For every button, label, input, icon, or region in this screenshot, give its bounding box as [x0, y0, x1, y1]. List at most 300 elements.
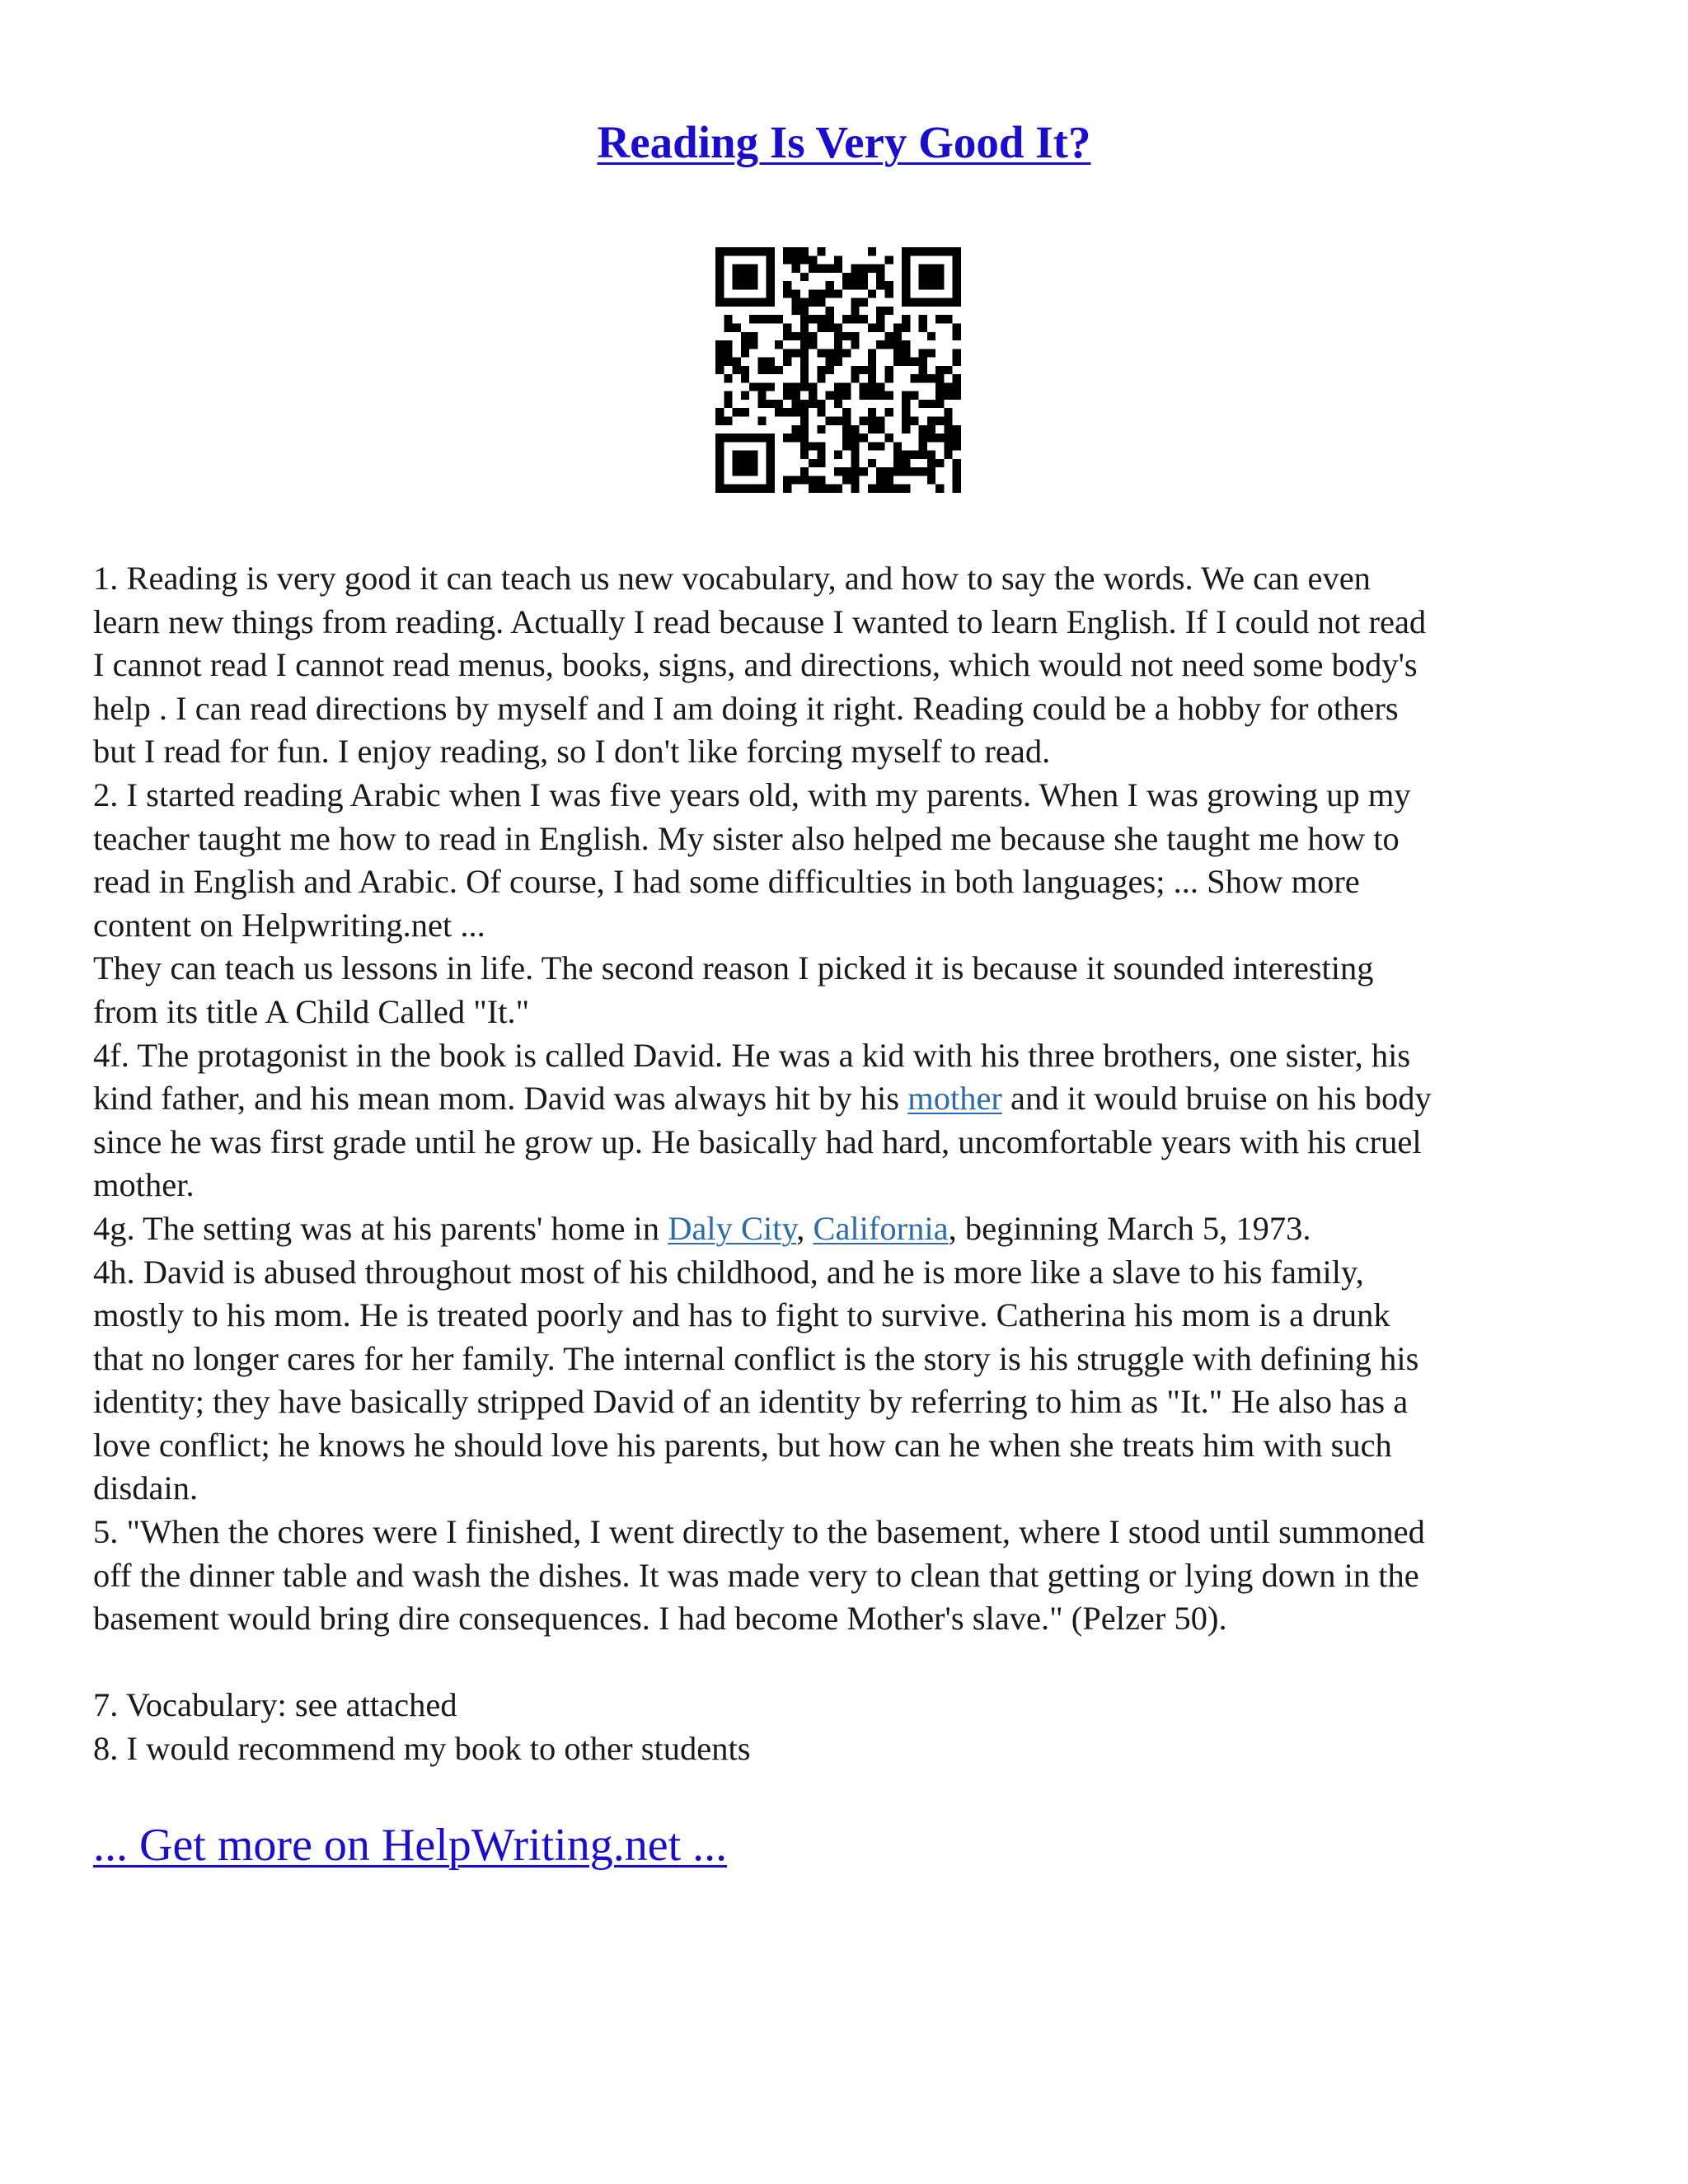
qr-module — [927, 417, 935, 425]
qr-module — [817, 400, 825, 408]
qr-module — [809, 442, 817, 450]
qr-module — [885, 391, 893, 400]
qr-module — [893, 323, 902, 331]
qr-module — [817, 366, 825, 374]
text-line: 1. Reading is very good it can teach us new vocabulary, and how to say the words. We can even — [93, 560, 1371, 597]
qr-code-image — [715, 247, 961, 493]
qr-module — [834, 382, 842, 391]
qr-module — [715, 366, 724, 374]
qr-module — [800, 417, 809, 425]
qr-module — [809, 265, 817, 273]
qr-module — [817, 289, 825, 298]
text-segment: , beginning March 5, 1973. — [948, 1209, 1311, 1247]
text-line: basement would bring dire consequences. I had become Mother's slave." (Pelzer 50). — [93, 1600, 1227, 1638]
qr-module — [775, 366, 783, 374]
qr-module — [953, 485, 961, 493]
qr-module — [885, 476, 893, 484]
qr-module — [868, 374, 876, 382]
qr-module — [876, 391, 884, 400]
qr-module — [817, 323, 825, 331]
qr-module — [791, 307, 799, 315]
qr-module — [834, 289, 842, 298]
qr-module — [800, 476, 809, 484]
qr-module — [860, 265, 868, 273]
paragraph-7: 7. Vocabulary: see attached — [93, 1686, 457, 1724]
paragraph-4h — [93, 1251, 1601, 1511]
qr-module — [927, 476, 935, 484]
qr-module — [809, 400, 817, 408]
qr-module — [826, 366, 834, 374]
qr-module — [902, 400, 910, 408]
qr-module — [868, 459, 876, 467]
qr-module — [935, 382, 944, 391]
qr-module — [851, 434, 859, 442]
qr-module — [791, 391, 799, 400]
qr-module — [944, 366, 952, 374]
qr-module — [817, 459, 825, 467]
qr-module — [767, 366, 775, 374]
qr-module — [927, 425, 935, 434]
qr-module — [893, 340, 902, 349]
qr-module — [749, 315, 757, 323]
qr-module — [842, 408, 851, 416]
qr-module — [757, 400, 766, 408]
qr-module — [876, 323, 884, 331]
qr-module — [783, 289, 791, 298]
qr-module — [868, 425, 876, 434]
qr-module — [817, 315, 825, 323]
qr-module — [834, 400, 842, 408]
text-line: They can teach us lessons in life. The second reason I picked it is because it sounded interesting — [93, 949, 1374, 987]
qr-module — [817, 425, 825, 434]
qr-module — [944, 442, 952, 450]
qr-module — [800, 323, 809, 331]
qr-module — [826, 358, 834, 366]
qr-module — [935, 459, 944, 467]
qr-module — [876, 467, 884, 476]
qr-module — [927, 400, 935, 408]
qr-module — [910, 417, 918, 425]
qr-module — [876, 485, 884, 493]
qr-module — [902, 349, 910, 357]
qr-module — [919, 374, 927, 382]
qr-module — [876, 273, 884, 281]
qr-module — [944, 315, 952, 323]
qr-module — [741, 408, 749, 416]
qr-module — [800, 374, 809, 382]
qr-module — [953, 391, 961, 400]
qr-module — [800, 451, 809, 459]
qr-module — [868, 382, 876, 391]
qr-module — [935, 374, 944, 382]
qr-module — [800, 382, 809, 391]
qr-module — [800, 307, 809, 315]
text-line: 4f. The protagonist in the book is called David. He was a kid with his three brothers, one sister, his — [93, 1036, 1411, 1074]
qr-module — [868, 442, 876, 450]
qr-module — [834, 349, 842, 357]
qr-module — [851, 315, 859, 323]
qr-module — [868, 391, 876, 400]
text-line: 2. I started reading Arabic when I was five years old, with my parents. When I was growing up my — [93, 776, 1411, 813]
qr-module — [885, 374, 893, 382]
qr-module — [842, 382, 851, 391]
qr-module — [800, 298, 809, 307]
qr-module — [809, 255, 817, 264]
qr-module — [919, 315, 927, 323]
qr-module — [953, 374, 961, 382]
qr-module — [868, 323, 876, 331]
daly-city-link[interactable]: Daly City — [668, 1209, 797, 1247]
qr-module — [876, 265, 884, 273]
qr-module — [902, 425, 910, 434]
qr-module — [919, 442, 927, 450]
qr-module — [876, 382, 884, 391]
qr-module — [919, 323, 927, 331]
qr-module — [800, 247, 809, 255]
qr-module — [791, 382, 799, 391]
text-line: learn new things from reading. Actually I read because I wanted to learn English. If I could not read — [93, 602, 1427, 640]
text-line: love conflict; he knows he should love his parents, but how can he when she treats him with such — [93, 1426, 1392, 1464]
qr-module — [826, 289, 834, 298]
paragraph-3 — [93, 947, 1601, 1033]
qr-module — [741, 332, 749, 340]
qr-module — [893, 349, 902, 357]
qr-module — [868, 366, 876, 374]
qr-module — [868, 417, 876, 425]
qr-module — [902, 459, 910, 467]
paragraph-2 — [93, 774, 1601, 947]
qr-module — [944, 417, 952, 425]
qr-module — [902, 451, 910, 459]
qr-module — [834, 467, 842, 476]
qr-module — [868, 408, 876, 416]
qr-module — [809, 315, 817, 323]
qr-module — [902, 340, 910, 349]
qr-module — [953, 358, 961, 366]
qr-module — [783, 358, 791, 366]
qr-module — [953, 349, 961, 357]
qr-module — [919, 349, 927, 357]
qr-module — [935, 485, 944, 493]
qr-module — [757, 358, 766, 366]
qr-module — [851, 476, 859, 484]
qr-module — [834, 391, 842, 400]
text-segment: kind father, and his mean mom. David was always hit by his — [93, 1080, 908, 1118]
qr-module — [919, 400, 927, 408]
qr-module — [791, 332, 799, 340]
qr-module — [842, 442, 851, 450]
qr-module — [851, 273, 859, 281]
qr-module — [860, 434, 868, 442]
text-segment: 4g. The setting was at his parents' home in — [93, 1209, 668, 1247]
qr-module — [860, 417, 868, 425]
qr-module — [860, 273, 868, 281]
qr-module — [724, 358, 732, 366]
qr-module — [724, 349, 732, 357]
qr-module — [876, 281, 884, 289]
qr-module — [851, 425, 859, 434]
text-segment: , — [796, 1209, 814, 1247]
text-line: content on Helpwriting.net ... — [93, 906, 485, 944]
qr-module — [902, 417, 910, 425]
qr-module — [800, 315, 809, 323]
qr-module — [944, 425, 952, 434]
qr-module — [826, 281, 834, 289]
qr-module — [817, 349, 825, 357]
get-more-link[interactable]: ... Get more on HelpWriting.net ... — [93, 1820, 728, 1871]
qr-module — [902, 408, 910, 416]
qr-module — [919, 451, 927, 459]
paragraph-4f — [93, 1034, 1601, 1207]
qr-module — [953, 332, 961, 340]
qr-module — [944, 382, 952, 391]
qr-module — [800, 255, 809, 264]
qr-module — [783, 349, 791, 357]
qr-code-graphic — [715, 247, 961, 493]
qr-module — [800, 434, 809, 442]
qr-module — [885, 289, 893, 298]
qr-module — [733, 366, 741, 374]
qr-module — [902, 323, 910, 331]
qr-module — [842, 417, 851, 425]
qr-module — [757, 417, 766, 425]
qr-module — [800, 442, 809, 450]
qr-module — [851, 442, 859, 450]
qr-module — [851, 332, 859, 340]
mother-link[interactable]: mother — [907, 1080, 1002, 1118]
text-line — [93, 1077, 1601, 1121]
qr-module — [741, 340, 749, 349]
text-line: since he was first grade until he grow up. He basically had hard, uncomfortable years with his cruel — [93, 1122, 1422, 1160]
qr-module — [733, 408, 741, 416]
qr-module — [876, 340, 884, 349]
qr-module — [834, 255, 842, 264]
qr-module — [834, 332, 842, 340]
qr-module — [919, 366, 927, 374]
qr-module — [791, 265, 799, 273]
qr-module — [902, 315, 910, 323]
qr-module — [791, 425, 799, 434]
qr-module — [927, 332, 935, 340]
qr-module — [775, 408, 783, 416]
qr-module — [817, 408, 825, 416]
text-line: but I read for fun. I enjoy reading, so I don't like forcing myself to read. — [93, 733, 1051, 771]
qr-module — [826, 417, 834, 425]
paragraph-1 — [93, 557, 1601, 774]
qr-module — [851, 298, 859, 307]
qr-module — [953, 434, 961, 442]
qr-module — [775, 340, 783, 349]
qr-module — [893, 358, 902, 366]
qr-module — [868, 247, 876, 255]
qr-module — [876, 315, 884, 323]
qr-module — [800, 366, 809, 374]
qr-module — [885, 408, 893, 416]
qr-module — [851, 467, 859, 476]
qr-module — [724, 323, 732, 331]
text-line — [93, 1207, 1601, 1251]
qr-module — [885, 255, 893, 264]
qr-module — [860, 391, 868, 400]
qr-module — [868, 485, 876, 493]
text-segment: and it would bruise on his body — [1001, 1080, 1432, 1118]
qr-module — [953, 476, 961, 484]
qr-module — [834, 323, 842, 331]
qr-module — [902, 485, 910, 493]
qr-module — [826, 307, 834, 315]
qr-module — [851, 366, 859, 374]
qr-module — [724, 400, 732, 408]
qr-module — [935, 400, 944, 408]
qr-module — [944, 451, 952, 459]
qr-module — [842, 349, 851, 357]
qr-module — [876, 307, 884, 315]
paragraph-spacer — [93, 1641, 1601, 1685]
more-link-container — [93, 1816, 727, 1874]
qr-module — [885, 281, 893, 289]
qr-module — [851, 265, 859, 273]
qr-module — [783, 476, 791, 484]
qr-module — [817, 298, 825, 307]
text-line: mostly to his mom. He is treated poorly and has to fight to survive. Catherina his mom is a drunk — [93, 1296, 1390, 1334]
qr-module — [834, 358, 842, 366]
qr-module — [800, 467, 809, 476]
qr-module — [953, 323, 961, 331]
qr-module — [791, 289, 799, 298]
qr-module — [885, 467, 893, 476]
qr-module — [809, 459, 817, 467]
california-link[interactable]: California — [813, 1209, 949, 1247]
qr-module — [775, 400, 783, 408]
qr-module — [809, 340, 817, 349]
qr-module — [885, 485, 893, 493]
qr-module — [944, 434, 952, 442]
qr-module — [767, 400, 775, 408]
qr-module — [715, 417, 724, 425]
qr-module — [817, 374, 825, 382]
qr-module — [749, 340, 757, 349]
qr-module — [842, 315, 851, 323]
qr-module — [842, 332, 851, 340]
qr-module — [834, 340, 842, 349]
qr-module — [791, 400, 799, 408]
qr-module — [851, 451, 859, 459]
qr-module — [885, 434, 893, 442]
qr-module — [724, 374, 732, 382]
qr-module — [893, 467, 902, 476]
qr-module — [953, 382, 961, 391]
text-line: help . I can read directions by myself and I am doing it right. Reading could be a hobby for others — [93, 689, 1399, 727]
text-line: off the dinner table and wash the dishes. It was made very to clean that getting or lying down in the — [93, 1556, 1419, 1594]
qr-module — [741, 349, 749, 357]
qr-module — [910, 374, 918, 382]
qr-module — [935, 391, 944, 400]
qr-module — [724, 391, 732, 400]
qr-module — [733, 358, 741, 366]
qr-module — [834, 417, 842, 425]
paragraph-4g — [93, 1207, 1601, 1251]
qr-module — [809, 476, 817, 484]
qr-module — [733, 265, 758, 290]
qr-module — [919, 434, 927, 442]
qr-module — [834, 265, 842, 273]
qr-module — [935, 366, 944, 374]
qr-module — [741, 366, 749, 374]
qr-module — [842, 425, 851, 434]
qr-module — [783, 434, 791, 442]
qr-module — [842, 467, 851, 476]
qr-module — [826, 315, 834, 323]
title-link[interactable]: Reading Is Very Good It? — [597, 117, 1091, 167]
qr-module — [783, 247, 791, 255]
qr-module — [715, 349, 724, 357]
qr-module — [842, 273, 851, 281]
qr-module — [902, 358, 910, 366]
qr-module — [826, 391, 834, 400]
qr-module — [809, 298, 817, 307]
qr-module — [953, 459, 961, 467]
qr-module — [800, 408, 809, 416]
qr-module — [733, 451, 758, 476]
qr-module — [817, 442, 825, 450]
qr-module — [749, 332, 757, 340]
qr-module — [868, 349, 876, 357]
text-line: disdain. — [93, 1469, 199, 1507]
qr-module — [800, 358, 809, 366]
qr-module — [944, 391, 952, 400]
qr-module — [800, 400, 809, 408]
qr-module — [851, 459, 859, 467]
qr-module — [868, 358, 876, 366]
text-line: that no longer cares for her family. The internal conflict is the story is his struggle with defining his — [93, 1339, 1419, 1377]
text-line: from its title A Child Called "It." — [93, 992, 530, 1030]
qr-module — [851, 374, 859, 382]
qr-module — [893, 485, 902, 493]
qr-module — [809, 391, 817, 400]
qr-module — [860, 382, 868, 391]
qr-module — [791, 434, 799, 442]
qr-module — [817, 265, 825, 273]
qr-module — [893, 459, 902, 467]
qr-module — [817, 451, 825, 459]
qr-module — [876, 417, 884, 425]
text-line: 5. "When the chores were I finished, I went directly to the basement, where I stood until summoned — [93, 1513, 1425, 1551]
qr-module — [910, 391, 918, 400]
text-line: identity; they have basically stripped David of an identity by referring to him as "It." He also has a — [93, 1383, 1409, 1421]
qr-module — [800, 273, 809, 281]
qr-module — [868, 265, 876, 273]
qr-module — [868, 289, 876, 298]
qr-module — [783, 255, 791, 264]
qr-module — [767, 315, 775, 323]
paragraph-8: 8. I would recommend my book to other students — [93, 1730, 751, 1768]
qr-module — [783, 281, 791, 289]
qr-module — [733, 323, 741, 331]
qr-module — [935, 315, 944, 323]
text-line: I cannot read I cannot read menus, books, signs, and directions, which would not need some body's — [93, 646, 1418, 684]
qr-module — [817, 476, 825, 484]
qr-module — [953, 467, 961, 476]
text-line: 4h. David is abused throughout most of his childhood, and he is more like a slave to his family, — [93, 1253, 1364, 1291]
qr-module — [893, 451, 902, 459]
qr-module — [885, 307, 893, 315]
qr-module — [851, 307, 859, 315]
qr-module — [860, 467, 868, 476]
qr-module — [817, 485, 825, 493]
qr-module — [741, 391, 749, 400]
qr-module — [842, 391, 851, 400]
qr-module — [783, 332, 791, 340]
